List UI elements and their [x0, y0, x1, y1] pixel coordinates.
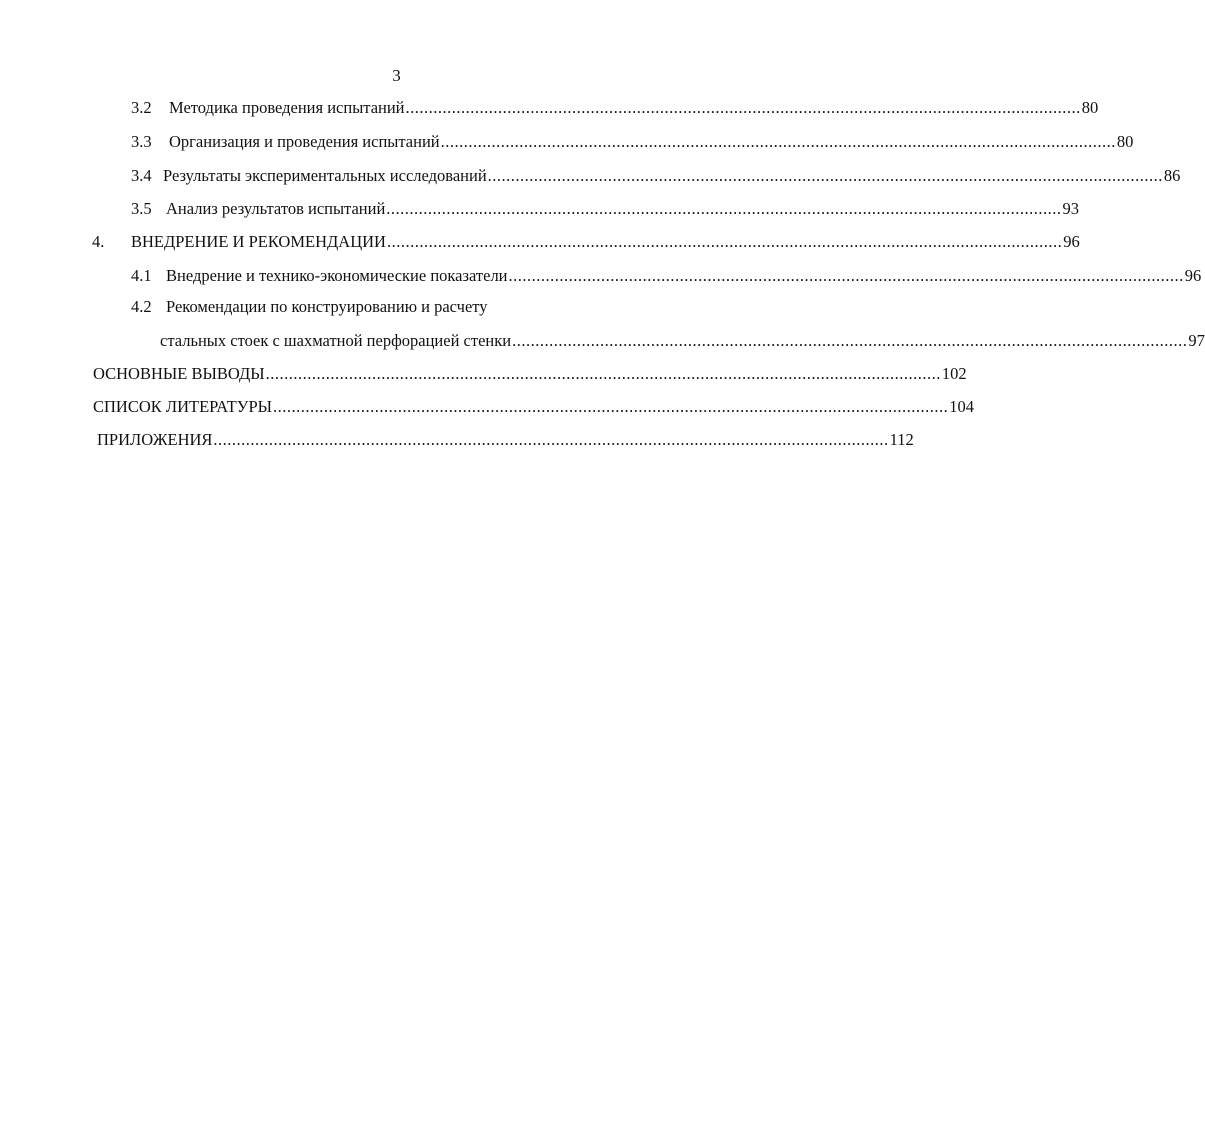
toc-entry-page: 96 [1184, 266, 1202, 285]
dot-leader: .................................................................................................................................................. [512, 331, 1188, 350]
toc-entry-number: 4.1 [131, 266, 152, 285]
dot-leader: .................................................................................................................................................. [487, 166, 1163, 185]
toc-entry-3-4[interactable] [131, 166, 1181, 190]
toc-entry-number: 3.2 [131, 98, 152, 117]
toc-entry-title: ВНЕДРЕНИЕ И РЕКОМЕНДАЦИИ [131, 232, 386, 251]
toc-entry-4[interactable] [92, 232, 1080, 256]
toc-entry-title-continuation: стальных стоек с шахматной перфорацией стенки [160, 331, 512, 350]
dot-leader: .................................................................................................................................................. [440, 132, 1116, 151]
toc-entry-3-5[interactable] [131, 199, 1080, 223]
dot-leader: .................................................................................................................................................. [508, 266, 1184, 285]
toc-entry-appendices[interactable] [97, 430, 914, 454]
toc-entry-4-2-continuation[interactable] [160, 331, 1205, 355]
toc-entry-page: 97 [1188, 331, 1205, 350]
toc-entry-4-2[interactable] [131, 297, 723, 321]
toc-entry-page: 96 [1063, 232, 1080, 251]
toc-entry-title: Внедрение и технико-экономические показатели [166, 266, 508, 285]
toc-entry-title: Методика проведения испытаний [169, 98, 405, 117]
toc-entry-number: 3.3 [131, 132, 152, 151]
toc-entry-3-3[interactable] [131, 132, 1134, 156]
toc-entry-title: ПРИЛОЖЕНИЯ [97, 430, 213, 449]
toc-entry-title: Организация и проведения испытаний [169, 132, 440, 151]
dot-leader: .................................................................................................................................................. [265, 364, 941, 383]
toc-entry-number: 4.2 [131, 297, 152, 316]
toc-entry-number: 4. [92, 232, 105, 251]
toc-entry-number: 3.4 [131, 166, 152, 185]
toc-entry-conclusions[interactable] [93, 364, 967, 388]
toc-entry-title: СПИСОК ЛИТЕРАТУРЫ [93, 397, 273, 416]
toc-entry-title: Анализ результатов испытаний [166, 199, 386, 218]
toc-entry-page: 112 [889, 430, 914, 449]
toc-entry-page: 104 [949, 397, 975, 416]
dot-leader: .................................................................................................................................................. [386, 199, 1062, 218]
toc-entry-page: 102 [941, 364, 967, 383]
toc-entry-page: 86 [1163, 166, 1181, 185]
page-number: 3 [392, 66, 401, 85]
toc-entry-title: Рекомендации по конструированию и расчету [166, 297, 488, 316]
toc-entry-page: 80 [1081, 98, 1099, 117]
toc-entry-4-1[interactable] [131, 266, 1202, 290]
toc-entry-title: ОСНОВНЫЕ ВЫВОДЫ [93, 364, 265, 383]
toc-entry-page: 80 [1116, 132, 1134, 151]
dot-leader: .................................................................................................................................................. [273, 397, 949, 416]
dot-leader: .................................................................................................................................................. [405, 98, 1081, 117]
toc-entry-references[interactable] [93, 397, 975, 421]
toc-entry-number: 3.5 [131, 199, 152, 218]
dot-leader: .................................................................................................................................................. [213, 430, 889, 449]
toc-entry-3-2[interactable] [131, 98, 1099, 122]
dot-leader: .................................................................................................................................................. [386, 232, 1063, 251]
toc-entry-title: Результаты экспериментальных исследований [163, 166, 487, 185]
toc-entry-page: 93 [1062, 199, 1080, 218]
